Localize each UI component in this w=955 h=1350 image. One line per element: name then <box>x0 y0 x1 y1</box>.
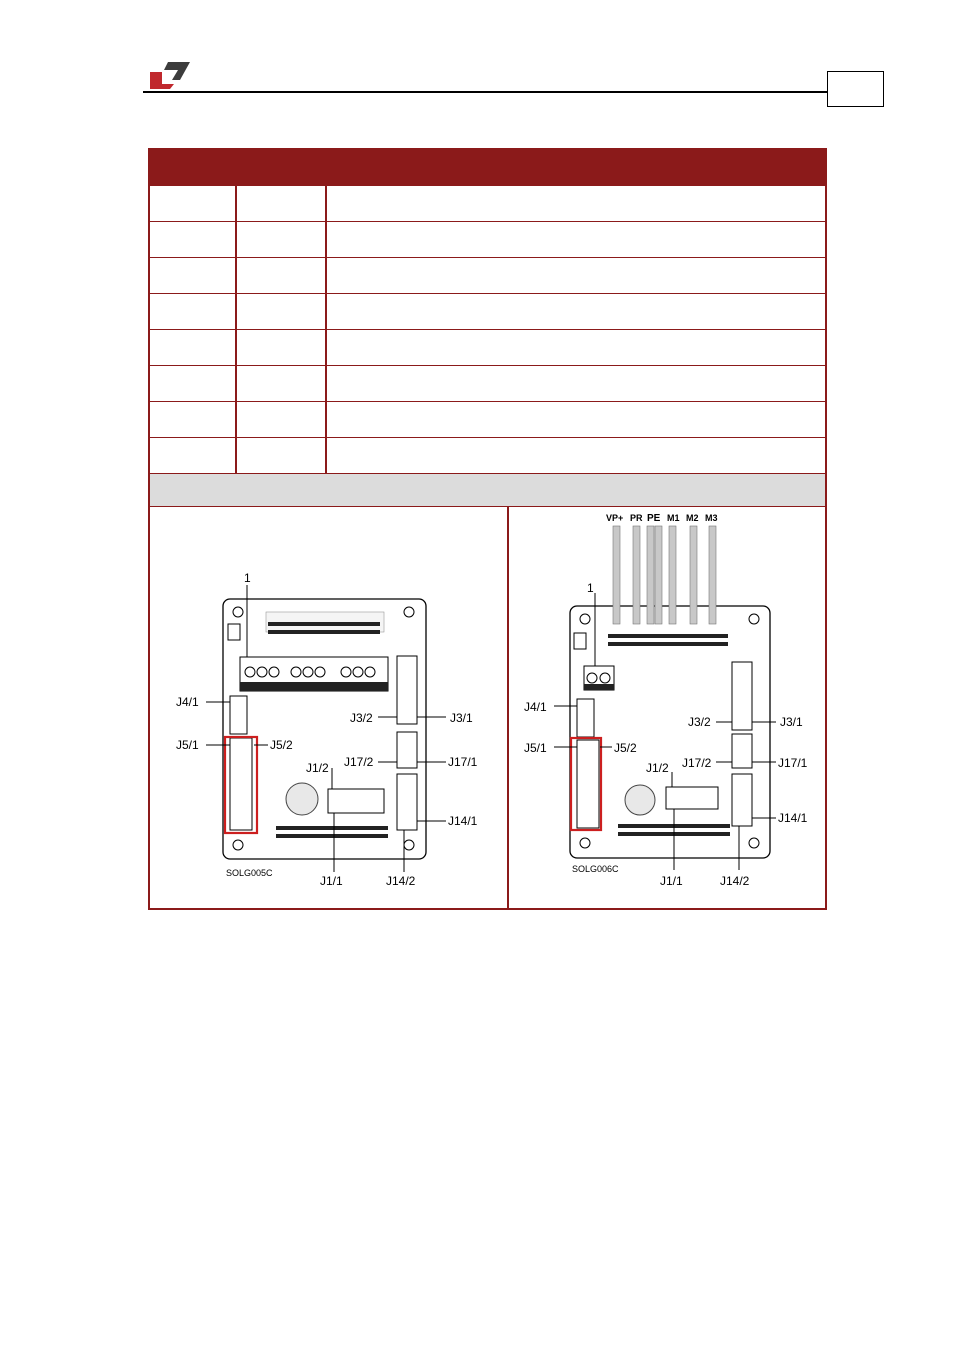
table-row <box>150 438 825 474</box>
page-number-box <box>827 71 884 107</box>
board-figure-left <box>150 506 505 908</box>
label-j3-2: J3/2 <box>688 715 711 729</box>
label-j14-2: J14/2 <box>720 874 750 888</box>
figure-subheader <box>150 474 825 507</box>
table-row <box>150 330 825 366</box>
label-j5-1: J5/1 <box>524 741 547 755</box>
power-label-2: PE <box>647 513 661 524</box>
table-row <box>150 186 825 222</box>
power-label-4: M2 <box>686 513 699 523</box>
table-row <box>150 402 825 438</box>
label-j1-1: J1/1 <box>660 874 683 888</box>
company-logo-icon <box>148 58 192 90</box>
callout-1: 1 <box>587 581 594 595</box>
power-label-1: PR <box>630 513 643 523</box>
label-j5-2: J5/2 <box>270 738 293 752</box>
label-j17-1: J17/1 <box>448 755 478 769</box>
header-rule <box>143 91 884 93</box>
label-j5-1: J5/1 <box>176 738 199 752</box>
label-j1-1: J1/1 <box>320 874 343 888</box>
label-j4-1: J4/1 <box>524 700 547 714</box>
callout-1: 1 <box>244 571 251 585</box>
label-j1-2: J1/2 <box>306 761 329 775</box>
label-j3-1: J3/1 <box>450 711 473 725</box>
table-row <box>150 222 825 258</box>
label-j17-1: J17/1 <box>778 756 808 770</box>
label-j14-1: J14/1 <box>778 811 808 825</box>
label-j3-2: J3/2 <box>350 711 373 725</box>
drawing-code: SOLG006C <box>572 864 619 874</box>
label-j1-2: J1/2 <box>646 761 669 775</box>
label-j14-2: J14/2 <box>386 874 416 888</box>
power-label-3: M1 <box>667 513 680 523</box>
label-j3-1: J3/1 <box>780 715 803 729</box>
drawing-code: SOLG005C <box>226 868 273 878</box>
power-label-0: VP+ <box>606 513 624 523</box>
label-j17-2: J17/2 <box>344 755 374 769</box>
table-row <box>150 366 825 402</box>
table-row <box>150 294 825 330</box>
table-row <box>150 258 825 294</box>
label-j17-2: J17/2 <box>682 756 712 770</box>
label-j14-1: J14/1 <box>448 814 478 828</box>
column-divider <box>325 186 327 474</box>
table-header <box>150 150 825 186</box>
board-figure-right <box>508 506 824 908</box>
column-divider <box>235 186 237 474</box>
label-j5-2: J5/2 <box>614 741 637 755</box>
power-label-5: M3 <box>705 513 718 523</box>
label-j4-1: J4/1 <box>176 695 199 709</box>
